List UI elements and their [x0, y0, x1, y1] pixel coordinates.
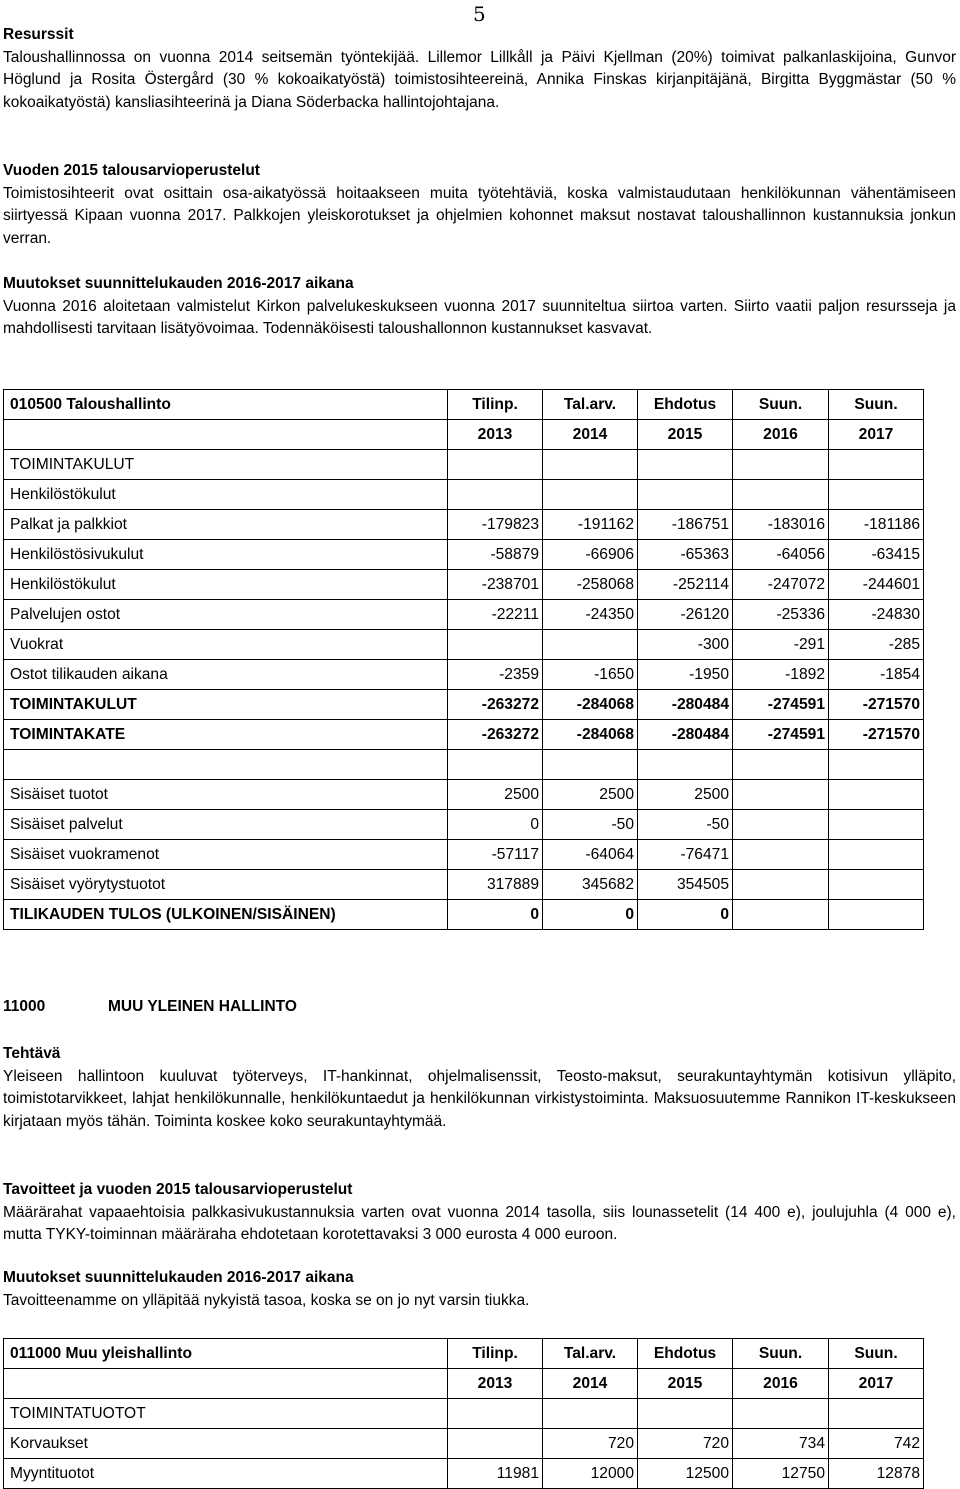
section-tavoitteet [3, 1179, 956, 1247]
value-cell: -65363 [638, 540, 733, 570]
value-cell: 12500 [638, 1459, 733, 1489]
row-label [4, 750, 448, 780]
value-cell: -291 [733, 630, 829, 660]
value-cell: -58879 [448, 540, 543, 570]
column-header: Tal.arv. [543, 390, 638, 420]
year-header: 2013 [448, 420, 543, 450]
value-cell [448, 480, 543, 510]
muutokset2-heading: Muutokset suunnittelukauden 2016-2017 aikana [3, 1269, 354, 1286]
value-cell: -2359 [448, 660, 543, 690]
row-label: Henkilöstökulut [4, 570, 448, 600]
value-cell: 720 [638, 1429, 733, 1459]
year-header: 2014 [543, 420, 638, 450]
row-label: Korvaukset [4, 1429, 448, 1459]
year-header: 2016 [733, 1369, 829, 1399]
value-cell: -50 [638, 810, 733, 840]
row-label: Palvelujen ostot [4, 600, 448, 630]
value-cell [829, 750, 924, 780]
value-cell: 11981 [448, 1459, 543, 1489]
row-label: TOIMINTAKATE [4, 720, 448, 750]
value-cell: -63415 [829, 540, 924, 570]
table-row [4, 720, 924, 750]
value-cell: -179823 [448, 510, 543, 540]
value-cell: 0 [448, 810, 543, 840]
finance-table-muu-yleishallinto [3, 1338, 924, 1489]
value-cell: -258068 [543, 570, 638, 600]
table-row [4, 810, 924, 840]
value-cell [829, 480, 924, 510]
tavoitteet-text: Määrärahat vapaaehtoisia palkkasivukustannuksia varten ovat vuonna 2014 tasolla, siis lounassetelit (14 400 e), joulujuhla (4 000 e), mutta TYKY-toiminnan määräraha ehdotetaan korotettavaksi 3 000 eurosta 4 000 euroon. [3, 1203, 956, 1244]
value-cell: -274591 [733, 690, 829, 720]
value-cell: 0 [638, 900, 733, 930]
value-cell: -252114 [638, 570, 733, 600]
year-header: 2015 [638, 420, 733, 450]
table-years-row [4, 1369, 924, 1399]
value-cell: -76471 [638, 840, 733, 870]
value-cell: -191162 [543, 510, 638, 540]
value-cell: -247072 [733, 570, 829, 600]
column-header: Tilinp. [448, 390, 543, 420]
value-cell: -24830 [829, 600, 924, 630]
table-row [4, 1399, 924, 1429]
table-row [4, 900, 924, 930]
column-header: Suun. [733, 1339, 829, 1369]
value-cell: -24350 [543, 600, 638, 630]
table-row [4, 480, 924, 510]
muutokset-text: Vuonna 2016 aloitetaan valmistelut Kirkon palvelukeskukseen vuonna 2017 suunniteltua siirtoa varten. Siirto vaatii paljon resursseja ja mahdollisesti tarvitaan lisätyövoimaa. Todennäköisesti taloushallonnon kustannukset kasvavat. [3, 297, 956, 338]
value-cell [448, 750, 543, 780]
column-header: Tilinp. [448, 1339, 543, 1369]
value-cell: 354505 [638, 870, 733, 900]
page-number: 5 [473, 2, 486, 26]
column-header: Suun. [733, 390, 829, 420]
empty-cell [4, 420, 448, 450]
row-label: Henkilöstösivukulut [4, 540, 448, 570]
value-cell [448, 450, 543, 480]
year-header: 2017 [829, 420, 924, 450]
value-cell [638, 450, 733, 480]
table-title: 011000 Muu yleishallinto [4, 1339, 448, 1369]
section-resurssit [3, 24, 956, 114]
row-label: Ostot tilikauden aikana [4, 660, 448, 690]
row-label: Palkat ja palkkiot [4, 510, 448, 540]
value-cell [733, 870, 829, 900]
value-cell [733, 450, 829, 480]
value-cell [543, 630, 638, 660]
value-cell [829, 780, 924, 810]
table-row [4, 510, 924, 540]
value-cell [448, 1399, 543, 1429]
finance-table-taloushallinto [3, 389, 924, 930]
value-cell [543, 750, 638, 780]
column-header: Suun. [829, 390, 924, 420]
year-header: 2015 [638, 1369, 733, 1399]
value-cell: -26120 [638, 600, 733, 630]
value-cell [733, 810, 829, 840]
table-row [4, 780, 924, 810]
perustelut-heading: Vuoden 2015 talousarvioperustelut [3, 162, 260, 179]
value-cell: 2500 [638, 780, 733, 810]
resurssit-heading: Resurssit [3, 26, 74, 43]
value-cell: 12878 [829, 1459, 924, 1489]
value-cell: -274591 [733, 720, 829, 750]
value-cell [543, 450, 638, 480]
table-row [4, 450, 924, 480]
value-cell: -64064 [543, 840, 638, 870]
value-cell: -263272 [448, 690, 543, 720]
value-cell: 720 [543, 1429, 638, 1459]
empty-cell [4, 1369, 448, 1399]
row-label: Sisäiset vuokramenot [4, 840, 448, 870]
value-cell: -284068 [543, 690, 638, 720]
value-cell: -280484 [638, 690, 733, 720]
value-cell: -300 [638, 630, 733, 660]
table-row [4, 870, 924, 900]
value-cell: -263272 [448, 720, 543, 750]
row-label: TOIMINTAKULUT [4, 450, 448, 480]
value-cell: 2500 [543, 780, 638, 810]
value-cell: -244601 [829, 570, 924, 600]
value-cell: 2500 [448, 780, 543, 810]
section-muutokset-2 [3, 1267, 956, 1312]
section-title: MUU YLEINEN HALLINTO [108, 998, 297, 1015]
value-cell [638, 1399, 733, 1429]
table-header-row [4, 1339, 924, 1369]
value-cell [733, 780, 829, 810]
table-title: 010500 Taloushallinto [4, 390, 448, 420]
value-cell [543, 480, 638, 510]
value-cell [733, 1399, 829, 1429]
row-label: Sisäiset vyörytystuotot [4, 870, 448, 900]
value-cell: 12000 [543, 1459, 638, 1489]
value-cell [448, 630, 543, 660]
value-cell: -25336 [733, 600, 829, 630]
table-header-row [4, 390, 924, 420]
value-cell: -1854 [829, 660, 924, 690]
muutokset2-text: Tavoitteenamme on ylläpitää nykyistä tasoa, koska se on jo nyt varsin tiukka. [3, 1291, 530, 1309]
value-cell [829, 870, 924, 900]
value-cell: -1950 [638, 660, 733, 690]
table-row [4, 570, 924, 600]
value-cell [733, 750, 829, 780]
value-cell [638, 750, 733, 780]
table-row [4, 690, 924, 720]
value-cell [733, 480, 829, 510]
row-label: Henkilöstökulut [4, 480, 448, 510]
table-row [4, 540, 924, 570]
value-cell: 12750 [733, 1459, 829, 1489]
value-cell: -280484 [638, 720, 733, 750]
value-cell [733, 900, 829, 930]
table-row [4, 1459, 924, 1489]
year-header: 2013 [448, 1369, 543, 1399]
tavoitteet-heading: Tavoitteet ja vuoden 2015 talousarvioperustelut [3, 1181, 353, 1198]
row-label: TOIMINTAKULUT [4, 690, 448, 720]
value-cell: -181186 [829, 510, 924, 540]
column-header: Ehdotus [638, 390, 733, 420]
value-cell: 0 [448, 900, 543, 930]
value-cell [829, 810, 924, 840]
value-cell [543, 1399, 638, 1429]
row-label: Sisäiset tuotot [4, 780, 448, 810]
value-cell: -238701 [448, 570, 543, 600]
section-tehtava [3, 1043, 956, 1133]
muutokset-heading: Muutokset suunnittelukauden 2016-2017 aikana [3, 275, 354, 292]
table-row [4, 630, 924, 660]
value-cell: -1892 [733, 660, 829, 690]
value-cell: -271570 [829, 720, 924, 750]
column-header: Ehdotus [638, 1339, 733, 1369]
column-header: Suun. [829, 1339, 924, 1369]
value-cell [829, 450, 924, 480]
tehtava-text: Yleiseen hallintoon kuuluvat työterveys, IT-hankinnat, ohjelmalisenssit, Teosto-maksut, seurakuntayhtymän kotisivun ylläpito, toimistotarvikkeet, lahjat henkilökunnalle, henkilökuntaedut ja henkilökunnan virkistystoiminta. Maksuosuutemme Rannikon IT-keskukseen kirjataan myös tähän. Toiminta koskee koko seurakuntayhtymää. [3, 1067, 956, 1130]
value-cell: -271570 [829, 690, 924, 720]
value-cell: -284068 [543, 720, 638, 750]
year-header: 2016 [733, 420, 829, 450]
value-cell [829, 1399, 924, 1429]
row-label: Sisäiset palvelut [4, 810, 448, 840]
row-label: TOIMINTATUOTOT [4, 1399, 448, 1429]
value-cell: -285 [829, 630, 924, 660]
year-header: 2014 [543, 1369, 638, 1399]
value-cell: 345682 [543, 870, 638, 900]
perustelut-text: Toimistosihteerit ovat osittain osa-aikatyössä hoitaakseen muita työtehtäviä, koska valmistaudutaan henkilökunnan vähentämiseen siirtyessä Kipaan vuonna 2017. Palkkojen yleiskorotukset ja ohjelmien kohonnet maksut nostavat taloushallinnon kustannuksia jonkun verran. [3, 184, 956, 247]
section-muutokset [3, 273, 956, 341]
table-row [4, 600, 924, 630]
value-cell [829, 840, 924, 870]
table-row [4, 840, 924, 870]
value-cell [448, 1429, 543, 1459]
value-cell: -1650 [543, 660, 638, 690]
resurssit-text: Taloushallinnossa on vuonna 2014 seitsemän työntekijää. Lillemor Lillkåll ja Päivi Kjellman (20%) toimivat palkanlaskijoina, Gunvor Höglund ja Rosita Östergård (30 % kokoaikatyöstä) toimistosihteereinä, Annika Finskas kirjanpitäjänä, Birgitta Byggmästar (50 % kokoaikatyöstä) kansliasihteerinä ja Diana Söderbacka hallintojohtajana. [3, 48, 956, 111]
section-code: 11000 [3, 998, 46, 1015]
table-row [4, 1429, 924, 1459]
value-cell [829, 900, 924, 930]
value-cell: 317889 [448, 870, 543, 900]
value-cell: -66906 [543, 540, 638, 570]
row-label: Myyntituotot [4, 1459, 448, 1489]
tehtava-heading: Tehtävä [3, 1045, 61, 1062]
year-header: 2017 [829, 1369, 924, 1399]
value-cell: -57117 [448, 840, 543, 870]
value-cell [638, 480, 733, 510]
section-perustelut [3, 160, 956, 250]
row-label: Vuokrat [4, 630, 448, 660]
section-title-muu-yleinen-hallinto [3, 998, 297, 1016]
value-cell: -186751 [638, 510, 733, 540]
value-cell [733, 840, 829, 870]
value-cell: 734 [733, 1429, 829, 1459]
value-cell: -50 [543, 810, 638, 840]
value-cell: -64056 [733, 540, 829, 570]
column-header: Tal.arv. [543, 1339, 638, 1369]
table-row [4, 750, 924, 780]
value-cell: -183016 [733, 510, 829, 540]
value-cell: -22211 [448, 600, 543, 630]
row-label: TILIKAUDEN TULOS (ULKOINEN/SISÄINEN) [4, 900, 448, 930]
table-years-row [4, 420, 924, 450]
value-cell: 742 [829, 1429, 924, 1459]
value-cell: 0 [543, 900, 638, 930]
table-row [4, 660, 924, 690]
